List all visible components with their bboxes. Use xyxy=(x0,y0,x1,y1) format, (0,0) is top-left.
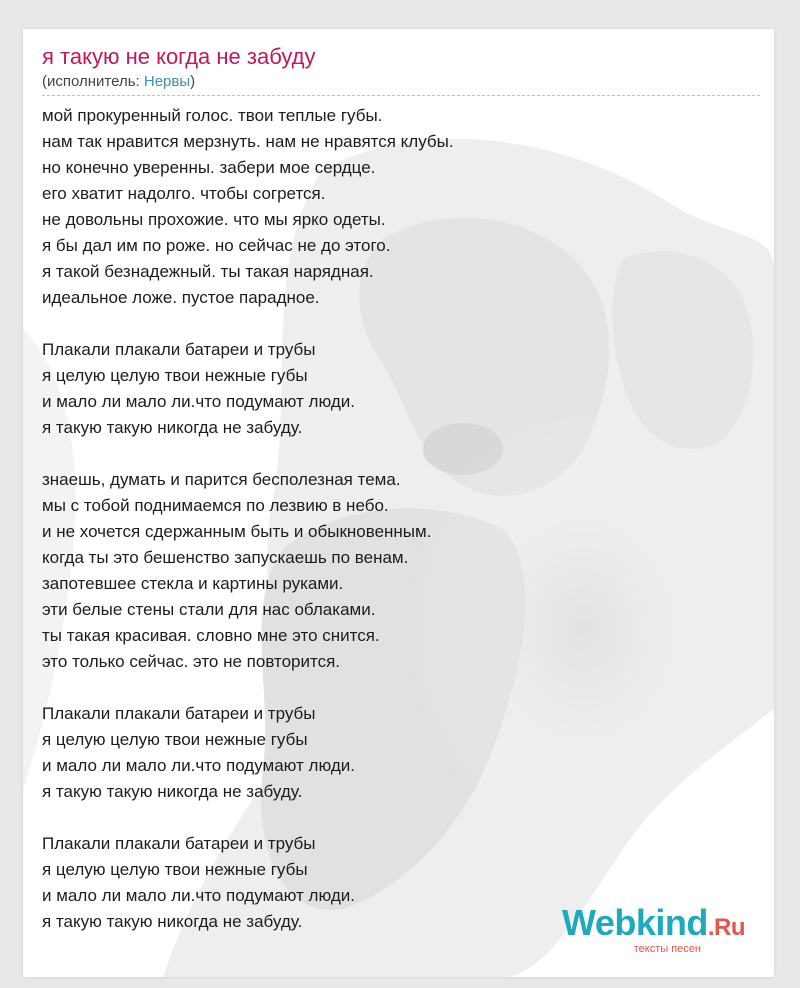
content-area xyxy=(42,43,760,961)
lyric-line: я бы дал им по роже. но сейчас не до этого. xyxy=(42,236,391,255)
lyric-line: мы с тобой поднимаемся по лезвию в небо. xyxy=(42,496,389,515)
lyric-line: я такую такую никогда не забуду. xyxy=(42,418,303,437)
artist-line xyxy=(42,72,760,92)
title-divider xyxy=(42,95,760,96)
lyric-line: и мало ли мало ли.что подумают люди. xyxy=(42,392,355,411)
lyric-line: эти белые стены стали для нас облаками. xyxy=(42,600,376,619)
lyric-line: я такой безнадежный. ты такая нарядная. xyxy=(42,262,374,281)
song-title: я такую не когда не забуду xyxy=(42,44,316,69)
logo-brand: Webkind xyxy=(561,902,708,943)
artist-prefix: (исполнитель: xyxy=(42,73,144,90)
logo-wordmark xyxy=(561,902,745,945)
lyric-line: я целую целую твои нежные губы xyxy=(42,730,308,749)
lyric-line: я целую целую твои нежные губы xyxy=(42,860,308,879)
site-logo[interactable] xyxy=(561,902,745,955)
lyric-line: и мало ли мало ли.что подумают люди. xyxy=(42,886,355,905)
artist-suffix: ) xyxy=(190,73,196,90)
lyric-line: и мало ли мало ли.что подумают люди. xyxy=(42,756,355,775)
lyric-line: ты такая красивая. словно мне это снится. xyxy=(42,626,380,645)
logo-tld: .Ru xyxy=(707,914,745,941)
lyric-line: идеальное ложе. пустое парадное. xyxy=(42,288,320,307)
lyric-line: нам так нравится мерзнуть. нам не нравятся клубы. xyxy=(42,132,454,151)
lyric-line: но конечно уверенны. забери мое сердце. xyxy=(42,158,376,177)
artist-link[interactable]: Нервы xyxy=(143,73,191,90)
stanza xyxy=(42,337,760,441)
logo-tagline: тексты песен xyxy=(633,943,701,955)
lyric-line: я такую такую никогда не забуду. xyxy=(42,912,303,931)
lyric-line: Плакали плакали батареи и трубы xyxy=(42,340,316,359)
lyric-line: это только сейчас. это не повторится. xyxy=(42,652,341,671)
lyric-line: Плакали плакали батареи и трубы xyxy=(42,704,316,723)
lyric-line: когда ты это бешенство запускаешь по венам. xyxy=(42,548,409,567)
lyric-line: мой прокуренный голос. твои теплые губы. xyxy=(42,106,383,125)
lyrics-body xyxy=(42,103,760,935)
lyric-line: и не хочется сдержанным быть и обыкновенным. xyxy=(42,522,432,541)
lyrics-card xyxy=(23,29,774,977)
stanza xyxy=(42,701,760,805)
lyric-line: я такую такую никогда не забуду. xyxy=(42,782,303,801)
lyric-line: запотевшее стекла и картины руками. xyxy=(42,574,344,593)
lyric-line: Плакали плакали батареи и трубы xyxy=(42,834,316,853)
lyric-line: его хватит надолго. чтобы согрется. xyxy=(42,184,326,203)
stanza xyxy=(42,467,760,675)
stanza xyxy=(42,103,760,311)
lyric-line: я целую целую твои нежные губы xyxy=(42,366,308,385)
lyric-line: не довольны прохожие. что мы ярко одеты. xyxy=(42,210,386,229)
lyric-line: знаешь, думать и парится бесполезная тема. xyxy=(42,470,401,489)
